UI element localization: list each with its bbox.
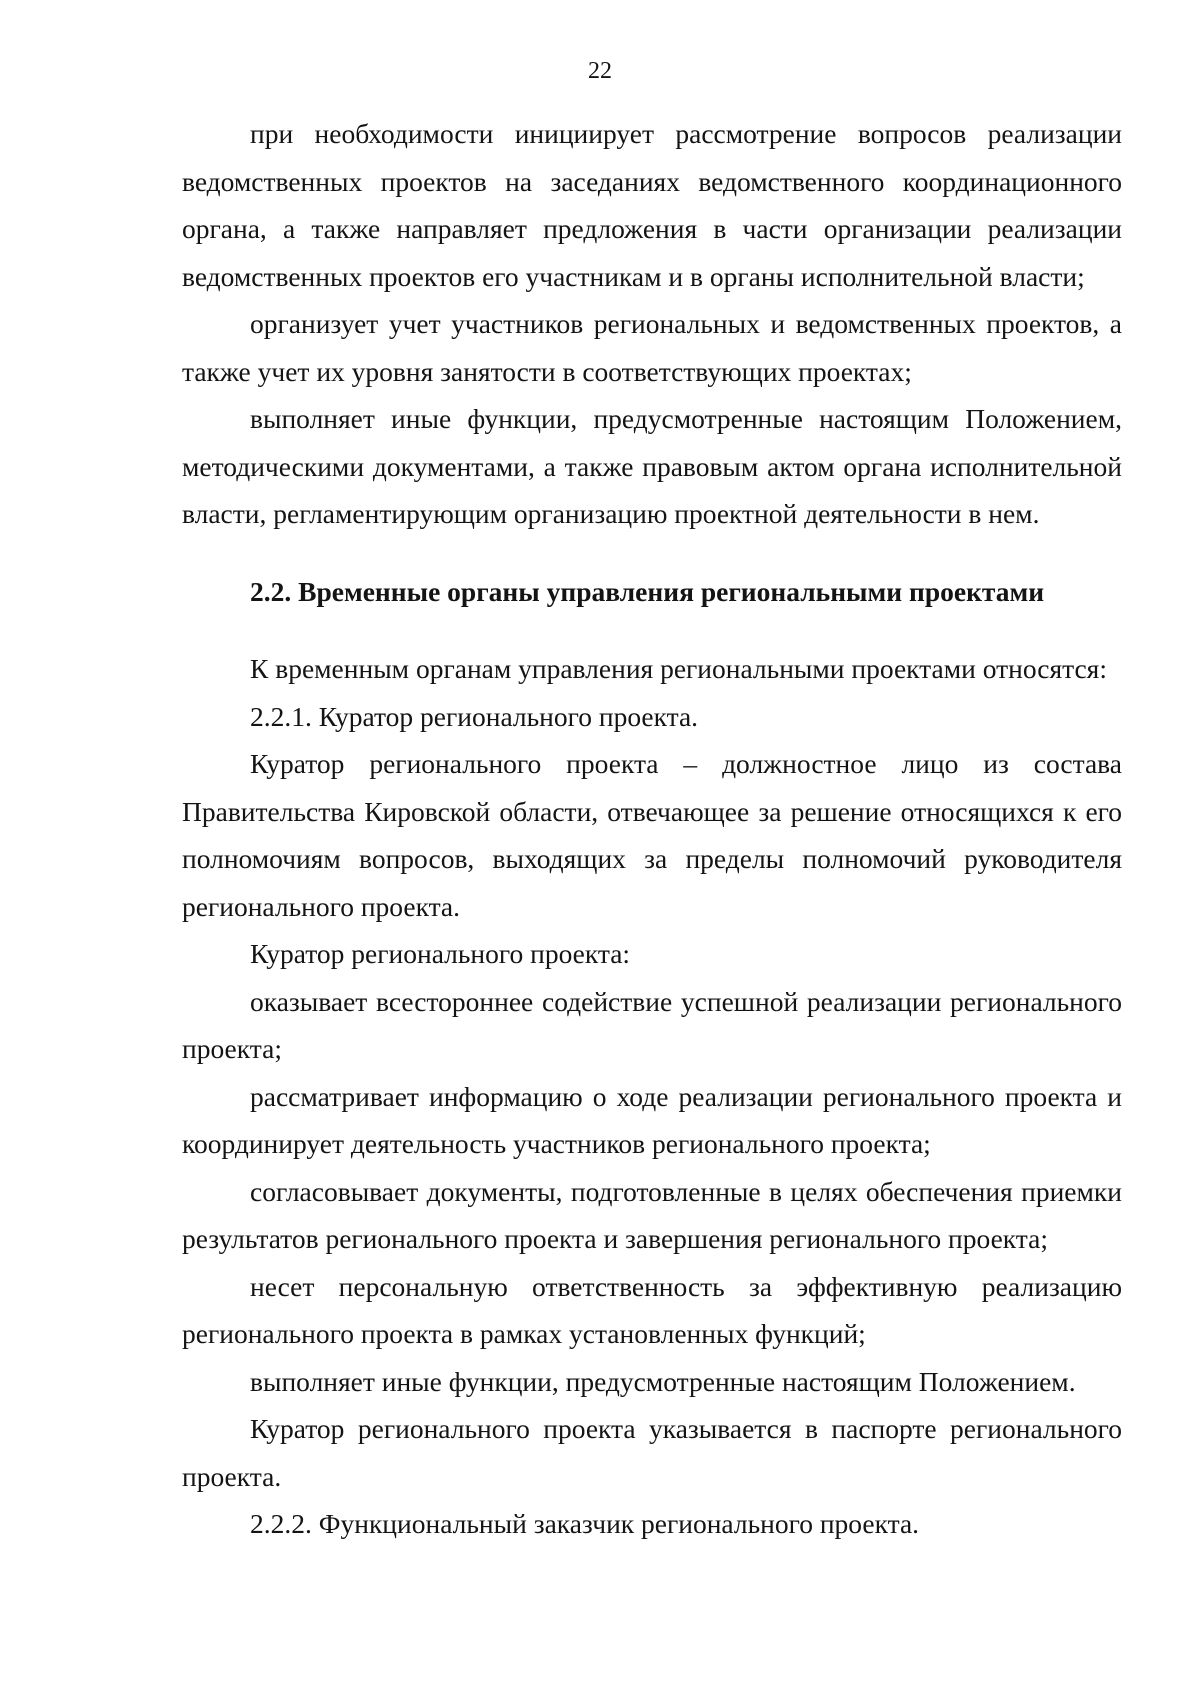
paragraph: Куратор регионального проекта – должностное лицо из состава Правительства Кировской области, отвечающее за решение относящихся к его полномочиям вопросов, выходящих за пределы полномочий руководителя регионального проекта. [182, 748, 1122, 922]
section-heading: 2.2. Временные органы управления региональными проектами [250, 575, 1045, 607]
document-body [182, 110, 1122, 1548]
paragraph: Куратор регионального проекта: [250, 938, 631, 969]
paragraph: выполняет иные функции, предусмотренные настоящим Положением, методическими документами, а также правовым актом органа исполнительной власти, регламентирующим организацию проектной деятельности в нем. [182, 403, 1122, 529]
paragraph: организует учет участников региональных и ведомственных проектов, а также учет их уровня занятости в соответствующих проектах; [182, 308, 1122, 387]
paragraph: несет персональную ответственность за эффективную реализацию регионального проекта в рамках установленных функций; [182, 1270, 1122, 1349]
paragraph: рассматривает информацию о ходе реализации регионального проекта и координирует деятельность участников регионального проекта; [182, 1080, 1122, 1159]
paragraph: выполняет иные функции, предусмотренные настоящим Положением. [250, 1365, 1076, 1397]
paragraph: К временным органам управления региональными проектами относятся: [250, 653, 1107, 684]
subsection-title: 2.2.2. Функциональный заказчик регионального проекта. [250, 1508, 920, 1539]
paragraph: при необходимости инициирует рассмотрение вопросов реализации ведомственных проектов на заседаниях ведомственного координационного органа, а также направляет предложения в части организации реализации ведомственных проектов его участникам и в органы исполнительной власти; [182, 118, 1122, 292]
paragraph: оказывает всестороннее содействие успешной реализации регионального проекта; [182, 985, 1122, 1064]
page-number: 22 [588, 58, 612, 84]
paragraph: согласовывает документы, подготовленные в целях обеспечения приемки результатов регионального проекта и завершения регионального проекта; [182, 1175, 1122, 1254]
paragraph: Куратор регионального проекта указывается в паспорте регионального проекта. [182, 1413, 1122, 1492]
subsection-title: 2.2.1. Куратор регионального проекта. [250, 700, 699, 732]
